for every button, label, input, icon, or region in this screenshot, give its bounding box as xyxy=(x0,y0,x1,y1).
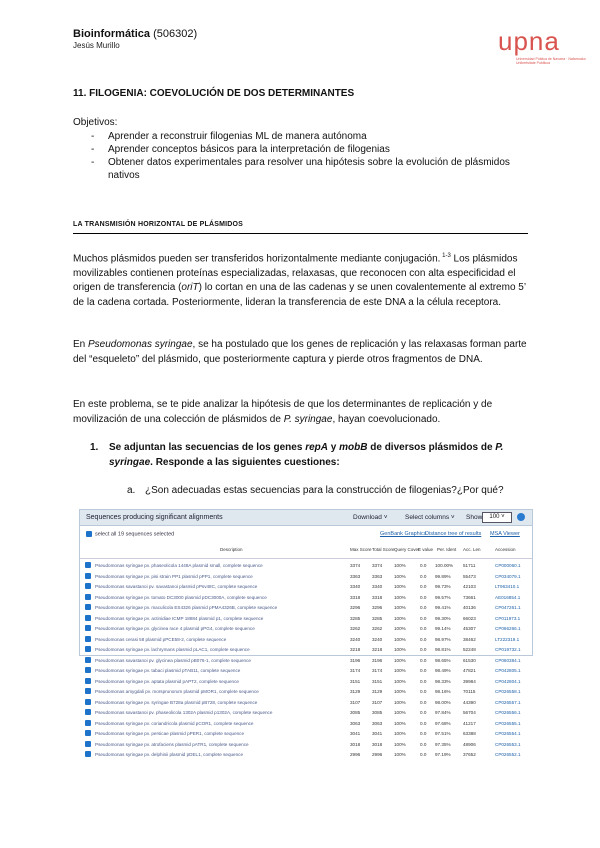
row-checkbox[interactable] xyxy=(85,562,91,568)
row-cover: 100% xyxy=(394,720,406,726)
row-cover: 100% xyxy=(394,563,406,568)
row-max: 3296 xyxy=(350,605,361,610)
row-max: 2996 xyxy=(350,752,361,757)
row-len: 45307 xyxy=(463,626,476,631)
row-total: 3041 xyxy=(372,731,383,736)
table-row[interactable] xyxy=(80,655,532,666)
row-max: 3041 xyxy=(350,731,361,736)
row-e: 0.0 xyxy=(420,615,427,621)
table-row[interactable] xyxy=(80,592,532,603)
row-ident: 98.16% xyxy=(435,689,451,694)
select-all[interactable]: select all 19 sequences selected xyxy=(86,531,174,537)
subsection-rule xyxy=(73,233,528,234)
row-accession[interactable]: CP026552.1 xyxy=(495,752,521,757)
row-checkbox[interactable] xyxy=(85,615,91,621)
row-description[interactable]: Pseudomonas syringae pv. phaseolicola 1448A plasmid small, complete sequence xyxy=(95,563,263,568)
row-cover: 100% xyxy=(394,710,406,715)
row-e: 0.0 xyxy=(420,699,427,705)
subsection-title: LA TRANSMISIÓN HORIZONTAL DE PLÁSMIDOS xyxy=(73,221,244,228)
row-checkbox[interactable] xyxy=(85,720,91,726)
row-ident: 98.49% xyxy=(435,668,451,673)
row-total: 3262 xyxy=(372,626,383,631)
row-max: 3151 xyxy=(350,678,361,684)
row-cover: 100% xyxy=(394,657,406,663)
row-total: 3085 xyxy=(372,710,383,715)
row-accession[interactable]: CP026557.1 xyxy=(495,699,521,705)
row-ident: 97.35% xyxy=(435,741,451,747)
row-cover: 100% xyxy=(394,689,406,694)
row-e: 0.0 xyxy=(420,626,427,631)
row-cover: 100% xyxy=(394,678,406,684)
show-count-select[interactable]: 100 ˅ xyxy=(482,512,512,523)
row-description[interactable]: Pseudomonas syringae pv. delphinii plasmid pDEL1, complete sequence xyxy=(95,752,244,757)
row-cover: 100% xyxy=(394,752,406,757)
row-ident: 97.84% xyxy=(435,710,451,715)
table-row[interactable] xyxy=(80,644,532,655)
row-ident: 98.65% xyxy=(435,657,451,663)
row-e: 0.0 xyxy=(420,741,427,747)
table-row[interactable] xyxy=(80,749,532,760)
row-checkbox[interactable] xyxy=(85,667,91,673)
graphics-link[interactable]: GenBank Graphics xyxy=(380,531,427,537)
row-max: 3363 xyxy=(350,573,361,579)
row-max: 3285 xyxy=(350,615,361,621)
row-len: 63388 xyxy=(463,731,476,736)
paragraph-hypothesis: En este problema, se te pide analizar la hipótesis de que los determinantes de replicación y de movilización de una colección de plásmidos de P. syringae, hayan coevolucionado. xyxy=(73,399,493,425)
author: Jesús Murillo xyxy=(73,41,120,50)
row-accession[interactable]: AE016854.1 xyxy=(495,594,521,600)
col-per-ident[interactable]: Per. Ident xyxy=(437,547,457,552)
row-description[interactable]: Pseudomonas syringae pv. atrofaciens plasmid pATR1, complete sequence xyxy=(95,741,249,747)
row-len: 70115 xyxy=(463,689,476,694)
row-len: 73661 xyxy=(463,594,476,600)
row-checkbox[interactable] xyxy=(85,688,91,694)
row-total: 3151 xyxy=(372,678,383,684)
row-accession[interactable]: CP034079.1 xyxy=(495,573,521,579)
row-checkbox[interactable] xyxy=(85,741,91,747)
row-checkbox[interactable] xyxy=(85,730,91,736)
row-e: 0.0 xyxy=(420,710,427,715)
row-accession[interactable]: CP026558.1 xyxy=(495,689,521,694)
row-accession[interactable]: CP066266.1 xyxy=(495,626,521,631)
row-ident: 99.73% xyxy=(435,584,451,589)
question-1: 1. Se adjuntan las secuencias de los genes repA y mobB de diversos plásmidos de P. syringae. Responde a las siguientes cuestiones: xyxy=(90,442,504,468)
row-accession[interactable]: LT222319.1 xyxy=(495,636,520,642)
row-e: 0.0 xyxy=(420,636,427,642)
row-ident: 99.14% xyxy=(435,626,451,631)
row-e: 0.0 xyxy=(420,563,427,568)
row-e: 0.0 xyxy=(420,594,427,600)
row-total: 3107 xyxy=(372,699,383,705)
row-checkbox[interactable] xyxy=(85,646,91,652)
row-total: 3363 xyxy=(372,573,383,579)
table-row[interactable] xyxy=(80,623,532,634)
col-acc-len[interactable]: Acc. Len xyxy=(463,547,481,552)
row-len: 42103 xyxy=(463,584,476,589)
row-e: 0.0 xyxy=(420,647,427,652)
column-headers xyxy=(80,544,532,559)
row-accession[interactable]: CP019732.1 xyxy=(495,647,521,652)
row-checkbox[interactable] xyxy=(85,594,91,600)
row-description[interactable]: Pseudomonas syringae pv. coriandricola plasmid pCOR1, complete sequence xyxy=(95,720,254,726)
row-cover: 100% xyxy=(394,605,406,610)
table-row[interactable] xyxy=(80,613,532,624)
upna-logo xyxy=(498,26,586,65)
show-label: Show xyxy=(466,514,483,521)
row-description[interactable]: Pseudomonas syringae pv. actinidiae ICMP 18884 plasmid p1, complete sequence xyxy=(95,615,264,621)
blast-results-panel xyxy=(79,509,533,757)
row-total: 3018 xyxy=(372,741,383,747)
checkbox-icon[interactable] xyxy=(86,531,92,537)
row-cover: 100% xyxy=(394,699,406,705)
table-row[interactable] xyxy=(80,728,532,739)
row-description[interactable]: Pseudomonas savastanoi pv. savastanoi plasmid pPsv48C, complete sequence xyxy=(95,584,258,589)
row-len: 55473 xyxy=(463,573,476,579)
row-e: 0.0 xyxy=(420,720,427,726)
table-row[interactable] xyxy=(80,560,532,571)
table-row[interactable] xyxy=(80,718,532,729)
row-e: 0.0 xyxy=(420,689,427,694)
results-rows xyxy=(80,560,532,760)
section-title: 11. FILOGENIA: COEVOLUCIÓN DE DOS DETERMINANTES xyxy=(73,88,355,99)
course-name: Bioinformática xyxy=(73,28,151,40)
row-description[interactable]: Pseudomonas cerasi 58 plasmid pPCE58-2, complete sequence xyxy=(95,636,227,642)
row-description[interactable]: Pseudomonas syringae pv. lachrymans plasmid pLAC1, complete sequence xyxy=(95,647,250,652)
row-accession[interactable]: CP042804.1 xyxy=(495,678,521,684)
row-ident: 99.30% xyxy=(435,615,451,621)
row-total: 3129 xyxy=(372,689,383,694)
paragraph-conjugation: Muchos plásmidos pueden ser transferidos horizontalmente mediante conjugación. $^{1-3}$ Los plásmidos movilizables contienen proteínas especializadas, relaxasas, que reconocen con alta especificidad el origen de transferencia (oriT) lo cortan en una de las cadenas y se unen covalentemente al extremo 5’ de la cadena cortada. Posteriormente, lideran la transferencia de este DNA a la célula receptora. xyxy=(73,253,526,308)
row-max: 3218 xyxy=(350,647,361,652)
col-accession[interactable]: Accession xyxy=(495,547,516,552)
row-total: 3374 xyxy=(372,563,383,568)
row-accession[interactable]: CP060384.1 xyxy=(495,657,521,663)
row-checkbox[interactable] xyxy=(85,583,91,589)
objective-item: - Aprender conceptos básicos para la interpretación de filogenias xyxy=(91,144,390,155)
row-cover: 100% xyxy=(394,741,406,747)
row-ident: 97.68% xyxy=(435,720,451,726)
table-row[interactable] xyxy=(80,676,532,687)
row-checkbox[interactable] xyxy=(85,604,91,610)
row-len: 40136 xyxy=(463,605,476,610)
row-cover: 100% xyxy=(394,615,406,621)
row-ident: 100.00% xyxy=(435,563,454,568)
row-accession[interactable]: CP026554.1 xyxy=(495,731,521,736)
paragraph-backbone: En Pseudomonas syringae, se ha postulado que los genes de replicación y las relaxasas forman parte del “esqueleto” del plásmido, que posteriormente captura y pierde otros fragmentos de DNA. xyxy=(73,339,527,365)
row-len: 48906 xyxy=(463,741,476,747)
help-icon[interactable] xyxy=(517,513,525,521)
row-len: 56704 xyxy=(463,710,476,715)
row-total: 3340 xyxy=(372,584,383,589)
row-total: 3218 xyxy=(372,647,383,652)
col-max-score[interactable]: Max Score xyxy=(350,547,372,552)
col-query-cover[interactable]: Query Cover xyxy=(394,547,420,552)
row-total: 3174 xyxy=(372,668,383,673)
row-e: 0.0 xyxy=(420,731,427,736)
table-row[interactable] xyxy=(80,602,532,613)
row-checkbox[interactable] xyxy=(85,625,91,631)
row-cover: 100% xyxy=(394,594,406,600)
row-accession[interactable]: CP026556.1 xyxy=(495,710,521,715)
row-checkbox[interactable] xyxy=(85,678,91,684)
row-description[interactable]: Pseudomonas syringae pv. pisi strain PP1 plasmid pPP1, complete sequence xyxy=(95,573,253,579)
row-description[interactable]: Pseudomonas syringae pv. maculicola ES4326 plasmid pPMA4326B, complete sequence xyxy=(95,605,278,610)
row-accession[interactable]: CP026555.1 xyxy=(495,720,521,726)
objective-item: - Aprender a reconstruir filogenias ML de manera autónoma xyxy=(91,131,367,142)
row-description[interactable]: Pseudomonas syringae pv. tomato DC3000 plasmid pDC3000A, complete sequence xyxy=(95,594,267,600)
row-len: 61530 xyxy=(463,657,476,663)
table-row[interactable] xyxy=(80,686,532,697)
row-total: 3296 xyxy=(372,605,383,610)
row-checkbox[interactable] xyxy=(85,709,91,715)
row-e: 0.0 xyxy=(420,584,427,589)
row-description[interactable]: Pseudomonas syringae pv. glycinea race 4 plasmid pPG4, complete sequence xyxy=(95,626,255,631)
row-len: 44390 xyxy=(463,699,476,705)
col-description[interactable]: Description xyxy=(220,547,243,552)
row-cover: 100% xyxy=(394,636,406,642)
row-ident: 98.81% xyxy=(435,647,451,652)
row-description[interactable]: Pseudomonas syringae pv. persicae plasmid pPER1, complete sequence xyxy=(95,731,245,736)
table-row[interactable] xyxy=(80,665,532,676)
row-description[interactable]: Pseudomonas syringae pv. aptata plasmid pAPT2, complete sequence xyxy=(95,678,239,684)
row-accession[interactable]: CP047261.1 xyxy=(495,605,521,610)
row-cover: 100% xyxy=(394,731,406,736)
question-1a: a. ¿Son adecuadas estas secuencias para la construcción de filogenias?¿Por qué? xyxy=(127,485,504,496)
download-menu[interactable]: Download ˅ xyxy=(353,514,388,521)
row-accession[interactable]: CP042805.1 xyxy=(495,668,521,673)
distance-tree-link[interactable]: Distance tree of results xyxy=(425,531,482,537)
row-e: 0.0 xyxy=(420,573,427,579)
row-cover: 100% xyxy=(394,573,406,579)
row-max: 3196 xyxy=(350,657,361,663)
row-cover: 100% xyxy=(394,647,406,652)
row-accession[interactable]: CP011973.1 xyxy=(495,615,521,621)
row-max: 3262 xyxy=(350,626,361,631)
msa-viewer-link[interactable]: MSA Viewer xyxy=(490,531,520,537)
row-ident: 99.57% xyxy=(435,594,451,600)
row-e: 0.0 xyxy=(420,668,427,673)
row-ident: 98.33% xyxy=(435,678,451,684)
row-checkbox[interactable] xyxy=(85,657,91,663)
col-e-value[interactable]: E value xyxy=(418,547,434,552)
course-title xyxy=(73,28,197,40)
row-max: 3107 xyxy=(350,699,361,705)
blast-title: Sequences producing significant alignments xyxy=(86,514,223,521)
select-columns-menu[interactable]: Select columns ˅ xyxy=(405,514,455,521)
row-e: 0.0 xyxy=(420,678,427,684)
objectives-heading: Objetivos: xyxy=(73,117,118,128)
row-accession[interactable]: CP000060.1 xyxy=(495,563,521,568)
row-total: 3196 xyxy=(372,657,383,663)
row-total: 2996 xyxy=(372,752,383,757)
row-description[interactable]: Pseudomonas syringae pv. syringae B728a plasmid pB728, complete sequence xyxy=(95,699,258,705)
row-description[interactable]: Pseudomonas savastanoi pv. phaseolicola 1302A plasmid p1302A, complete sequence xyxy=(95,710,273,715)
row-description[interactable]: Pseudomonas amygdali pv. morsprunorum plasmid pMOR1, complete sequence xyxy=(95,689,259,694)
row-max: 3240 xyxy=(350,636,361,642)
table-row[interactable] xyxy=(80,739,532,750)
row-e: 0.0 xyxy=(420,752,427,757)
row-total: 3318 xyxy=(372,594,383,600)
row-checkbox[interactable] xyxy=(85,699,91,705)
course-code: (506302) xyxy=(150,28,198,40)
row-max: 3018 xyxy=(350,741,361,747)
table-row[interactable] xyxy=(80,697,532,708)
row-ident: 98.97% xyxy=(435,636,451,642)
row-len: 41217 xyxy=(463,720,476,726)
row-len: 39984 xyxy=(463,678,476,684)
objective-item: - Obtener datos experimentales para resolver una hipótesis sobre la evolución de plásmidos nativos xyxy=(91,157,510,181)
logo-wordmark: upna xyxy=(498,26,560,56)
row-len: 47821 xyxy=(463,668,476,673)
row-accession[interactable]: LT963410.1 xyxy=(495,584,520,589)
row-accession[interactable]: CP026553.1 xyxy=(495,741,521,747)
row-ident: 97.19% xyxy=(435,752,451,757)
row-max: 3374 xyxy=(350,563,361,568)
row-max: 3085 xyxy=(350,710,361,715)
row-checkbox[interactable] xyxy=(85,573,91,579)
table-row[interactable] xyxy=(80,581,532,592)
row-max: 3063 xyxy=(350,720,361,726)
table-row[interactable] xyxy=(80,634,532,645)
blast-toolbar xyxy=(80,510,532,526)
row-max: 3318 xyxy=(350,594,361,600)
row-total: 3240 xyxy=(372,636,383,642)
row-checkbox[interactable] xyxy=(85,636,91,642)
col-total-score[interactable]: Total Score xyxy=(372,547,395,552)
row-len: 66023 xyxy=(463,615,476,621)
row-cover: 100% xyxy=(394,584,406,589)
row-ident: 98.00% xyxy=(435,699,451,705)
row-checkbox[interactable] xyxy=(85,751,91,757)
row-description[interactable]: Pseudomonas savastanoi pv. glycinea plasmid pB076-1, complete sequence xyxy=(95,657,251,663)
row-len: 51711 xyxy=(463,563,476,568)
row-ident: 97.51% xyxy=(435,731,451,736)
row-len: 38462 xyxy=(463,636,476,642)
row-total: 3063 xyxy=(372,720,383,726)
row-len: 52248 xyxy=(463,647,476,652)
row-total: 3285 xyxy=(372,615,383,621)
logo-subtitle: Universidad Pública de Navarra · Nafarroako Unibertsitate Publikoa xyxy=(516,57,586,65)
row-ident: 99.89% xyxy=(435,573,451,579)
row-cover: 100% xyxy=(394,668,406,673)
row-e: 0.0 xyxy=(420,657,427,663)
row-description[interactable]: Pseudomonas syringae pv. tabaci plasmid pTAB11, complete sequence xyxy=(95,668,241,673)
row-ident: 99.41% xyxy=(435,605,451,610)
objectives-list xyxy=(73,130,513,182)
row-cover: 100% xyxy=(394,626,406,631)
row-len: 37652 xyxy=(463,752,476,757)
row-max: 3129 xyxy=(350,689,361,694)
table-row[interactable] xyxy=(80,571,532,582)
row-e: 0.0 xyxy=(420,605,427,610)
table-row[interactable] xyxy=(80,707,532,718)
row-max: 3174 xyxy=(350,668,361,673)
row-max: 3340 xyxy=(350,584,361,589)
